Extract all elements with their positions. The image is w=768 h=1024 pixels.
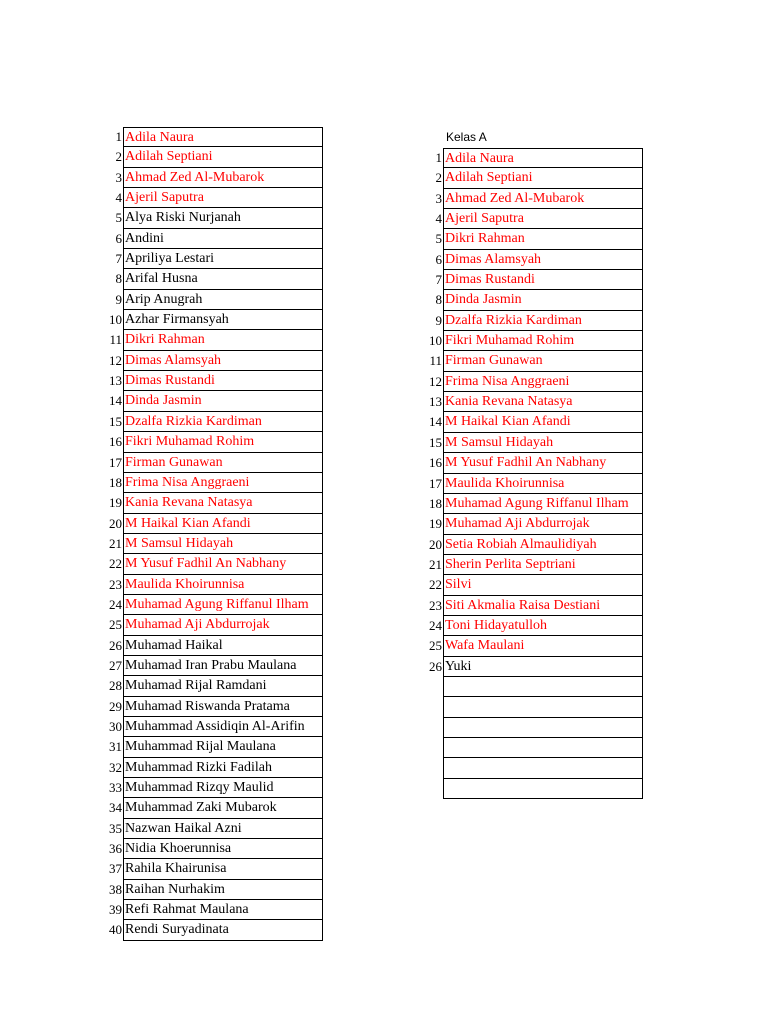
table-row [104,534,323,554]
row-number: 5 [115,210,122,226]
table-row [104,188,323,208]
row-number: 6 [435,251,442,267]
row-number: 16 [109,434,122,450]
table-row [424,148,643,168]
table-row [104,514,323,534]
table-row [424,392,643,412]
name-cell[interactable]: Dzalfa Rizkia Kardiman [123,412,323,432]
row-number: 8 [115,271,122,287]
name-cell[interactable]: Muhamad Aji Abdurrojak [443,514,643,534]
table-row [104,229,323,249]
student-list-all [104,127,323,941]
name-cell[interactable]: Maulida Khoirunnisa [123,575,323,595]
name-cell[interactable]: Muhamad Riswanda Pratama [123,697,323,717]
name-cell[interactable]: Apriliya Lestari [123,249,323,269]
name-cell[interactable]: Fikri Muhamad Rohim [443,331,643,351]
table-row [424,779,643,799]
row-number: 16 [429,455,442,471]
row-number: 29 [109,698,122,714]
row-number: 31 [109,739,122,755]
table-row [424,697,643,717]
table-row [424,311,643,331]
table-row [104,656,323,676]
table-row [424,453,643,473]
row-number: 19 [109,495,122,511]
table-row [104,249,323,269]
row-number: 32 [109,759,122,775]
name-cell[interactable]: Raihan Nurhakim [123,880,323,900]
table-row [104,412,323,432]
name-cell[interactable]: Adila Naura [443,148,643,168]
row-number: 11 [109,332,122,348]
name-cell[interactable]: Adila Naura [123,127,323,147]
table-row [104,737,323,757]
name-cell[interactable]: Setia Robiah Almaulidiyah [443,535,643,555]
row-number: 9 [435,312,442,328]
row-number: 4 [115,190,122,206]
table-row [424,270,643,290]
name-cell[interactable]: Kania Revana Natasya [123,493,323,513]
table-row [424,433,643,453]
name-cell[interactable] [443,718,643,738]
name-cell[interactable]: Dzalfa Rizkia Kardiman [443,311,643,331]
name-cell[interactable] [443,758,643,778]
table-row [104,697,323,717]
name-cell[interactable]: Toni Hidayatulloh [443,616,643,636]
table-row [104,758,323,778]
name-cell[interactable]: Muhammad Rijal Maulana [123,737,323,757]
row-number: 26 [429,658,442,674]
table-row [104,290,323,310]
table-row [104,351,323,371]
row-number: 17 [429,475,442,491]
name-cell[interactable] [443,697,643,717]
row-number: 27 [109,657,122,673]
name-cell[interactable]: Frima Nisa Anggraeni [443,372,643,392]
table-row [424,636,643,656]
row-number: 26 [109,637,122,653]
name-cell[interactable]: Sherin Perlita Septriani [443,555,643,575]
name-cell[interactable]: Muhammad Rizqy Maulid [123,778,323,798]
name-cell[interactable]: Siti Akmalia Raisa Destiani [443,596,643,616]
table-row [424,372,643,392]
name-cell[interactable]: Refi Rahmat Maulana [123,900,323,920]
name-cell[interactable]: Yuki [443,657,643,677]
table-row [104,310,323,330]
table-row [424,718,643,738]
table-row [424,555,643,575]
row-number: 15 [429,434,442,450]
row-number: 13 [429,394,442,410]
row-number: 2 [435,170,442,186]
table-row [424,474,643,494]
table-row [424,738,643,758]
row-number: 24 [429,617,442,633]
row-number [424,677,443,697]
table-row [424,331,643,351]
row-number: 1 [435,150,442,165]
row-number: 13 [109,373,122,389]
table-row [104,493,323,513]
table-row [104,330,323,350]
row-number: 25 [109,617,122,633]
name-cell[interactable]: Muhamad Rijal Ramdani [123,676,323,696]
row-number: 1 [115,129,122,144]
row-number: 11 [429,353,442,369]
name-cell[interactable]: M Samsul Hidayah [123,534,323,554]
table-row [424,189,643,209]
table-row [104,819,323,839]
name-cell[interactable]: Muhammad Assidiqin Al-Arifin [123,717,323,737]
row-number: 19 [429,516,442,532]
row-number: 30 [109,718,122,734]
name-cell[interactable]: M Yusuf Fadhil An Nabhany [123,554,323,574]
table-row [424,494,643,514]
table-row [104,575,323,595]
table-row [104,920,323,940]
row-number: 18 [109,474,122,490]
name-cell[interactable]: Azhar Firmansyah [123,310,323,330]
row-number: 5 [435,231,442,247]
table-row [104,269,323,289]
table-row [104,717,323,737]
row-number: 12 [429,373,442,389]
name-cell[interactable]: Nidia Khoerunnisa [123,839,323,859]
table-row [104,880,323,900]
student-list-kelas-a [424,148,643,799]
name-cell[interactable]: M Yusuf Fadhil An Nabhany [443,453,643,473]
row-number: 14 [429,414,442,430]
name-cell[interactable]: Dimas Rustandi [443,270,643,290]
table-row [104,453,323,473]
table-row [424,412,643,432]
name-cell[interactable]: Muhamad Agung Riffanul Ilham [123,595,323,615]
table-row [104,554,323,574]
name-cell[interactable]: Alya Riski Nurjanah [123,208,323,228]
table-row [104,615,323,635]
name-cell[interactable]: Nazwan Haikal Azni [123,819,323,839]
table-row [104,595,323,615]
table-row [104,168,323,188]
row-number: 40 [109,922,122,938]
row-number: 6 [115,230,122,246]
name-cell[interactable]: Muhamad Agung Riffanul Ilham [443,494,643,514]
row-number: 12 [109,352,122,368]
name-cell[interactable]: Adilah Septiani [123,147,323,167]
name-cell[interactable]: Rendi Suryadinata [123,920,323,940]
name-cell[interactable] [443,779,643,799]
name-cell[interactable]: Dimas Alamsyah [123,351,323,371]
name-cell[interactable]: Muhammad Zaki Mubarok [123,798,323,818]
row-number: 17 [109,454,122,470]
row-number: 3 [435,190,442,206]
name-cell[interactable]: Wafa Maulani [443,636,643,656]
row-number: 4 [435,211,442,227]
table-row [424,351,643,371]
name-cell[interactable]: Dinda Jasmin [123,391,323,411]
name-cell[interactable]: Dikri Rahman [443,229,643,249]
table-row [104,676,323,696]
row-number [424,738,443,758]
table-row [424,290,643,310]
name-cell[interactable]: Muhammad Rizki Fadilah [123,758,323,778]
name-cell[interactable]: Ahmad Zed Al-Mubarok [123,168,323,188]
class-title: Kelas A [446,130,487,144]
row-number: 37 [109,861,122,877]
table-row [104,391,323,411]
table-row [424,758,643,778]
row-number: 14 [109,393,122,409]
row-number: 22 [429,577,442,593]
name-cell[interactable]: M Haikal Kian Afandi [443,412,643,432]
table-row [104,473,323,493]
row-number: 38 [109,881,122,897]
table-row [104,147,323,167]
row-number: 10 [429,333,442,349]
row-number: 18 [429,495,442,511]
name-cell[interactable]: Maulida Khoirunnisa [443,474,643,494]
row-number [424,718,443,738]
table-row [104,798,323,818]
table-row [104,127,323,147]
table-row [104,208,323,228]
name-cell[interactable] [443,677,643,697]
table-row [424,535,643,555]
name-cell[interactable]: Arip Anugrah [123,290,323,310]
row-number: 3 [115,169,122,185]
table-row [104,432,323,452]
table-row [424,657,643,677]
table-row [104,859,323,879]
name-cell[interactable]: Dikri Rahman [123,330,323,350]
name-cell[interactable]: Dimas Alamsyah [443,250,643,270]
row-number: 8 [435,292,442,308]
table-row [424,596,643,616]
row-number: 21 [109,535,122,551]
name-cell[interactable]: Ajeril Saputra [123,188,323,208]
row-number [424,697,443,717]
row-number: 24 [109,596,122,612]
name-cell[interactable]: Muhamad Iran Prabu Maulana [123,656,323,676]
name-cell[interactable]: Firman Gunawan [443,351,643,371]
row-number: 25 [429,638,442,654]
table-row [104,900,323,920]
name-cell[interactable]: Frima Nisa Anggraeni [123,473,323,493]
row-number: 36 [109,841,122,857]
table-row [424,209,643,229]
row-number: 20 [429,536,442,552]
name-cell[interactable]: Firman Gunawan [123,453,323,473]
name-cell[interactable]: M Samsul Hidayah [443,433,643,453]
name-cell[interactable]: Muhamad Haikal [123,636,323,656]
row-number: 34 [109,800,122,816]
row-number: 7 [435,272,442,288]
row-number [424,758,443,778]
row-number [424,779,443,799]
table-row [424,229,643,249]
row-number: 22 [109,556,122,572]
row-number: 23 [109,576,122,592]
row-number: 21 [429,556,442,572]
table-row [104,636,323,656]
table-row [424,616,643,636]
row-number: 15 [109,413,122,429]
name-cell[interactable]: Dimas Rustandi [123,371,323,391]
name-cell[interactable]: M Haikal Kian Afandi [123,514,323,534]
name-cell[interactable]: Ajeril Saputra [443,209,643,229]
name-cell[interactable] [443,738,643,758]
name-cell[interactable]: Muhamad Aji Abdurrojak [123,615,323,635]
table-row [424,677,643,697]
table-row [424,250,643,270]
name-cell[interactable]: Ahmad Zed Al-Mubarok [443,189,643,209]
table-row [424,514,643,534]
name-cell[interactable]: Fikri Muhamad Rohim [123,432,323,452]
row-number: 28 [109,678,122,694]
name-cell[interactable]: Silvi [443,575,643,595]
name-cell[interactable]: Dinda Jasmin [443,290,643,310]
row-number: 10 [109,312,122,328]
row-number: 7 [115,251,122,267]
row-number: 23 [429,597,442,613]
name-cell[interactable]: Adilah Septiani [443,168,643,188]
row-number: 39 [109,902,122,918]
row-number: 2 [115,149,122,165]
row-number: 9 [115,291,122,307]
table-row [424,168,643,188]
row-number: 20 [109,515,122,531]
row-number: 35 [109,820,122,836]
table-row [424,575,643,595]
name-cell[interactable]: Andini [123,229,323,249]
row-number: 33 [109,780,122,795]
name-cell[interactable]: Arifal Husna [123,269,323,289]
table-row [104,839,323,859]
name-cell[interactable]: Rahila Khairunisa [123,859,323,879]
table-row [104,371,323,391]
name-cell[interactable]: Kania Revana Natasya [443,392,643,412]
table-row [104,778,323,798]
